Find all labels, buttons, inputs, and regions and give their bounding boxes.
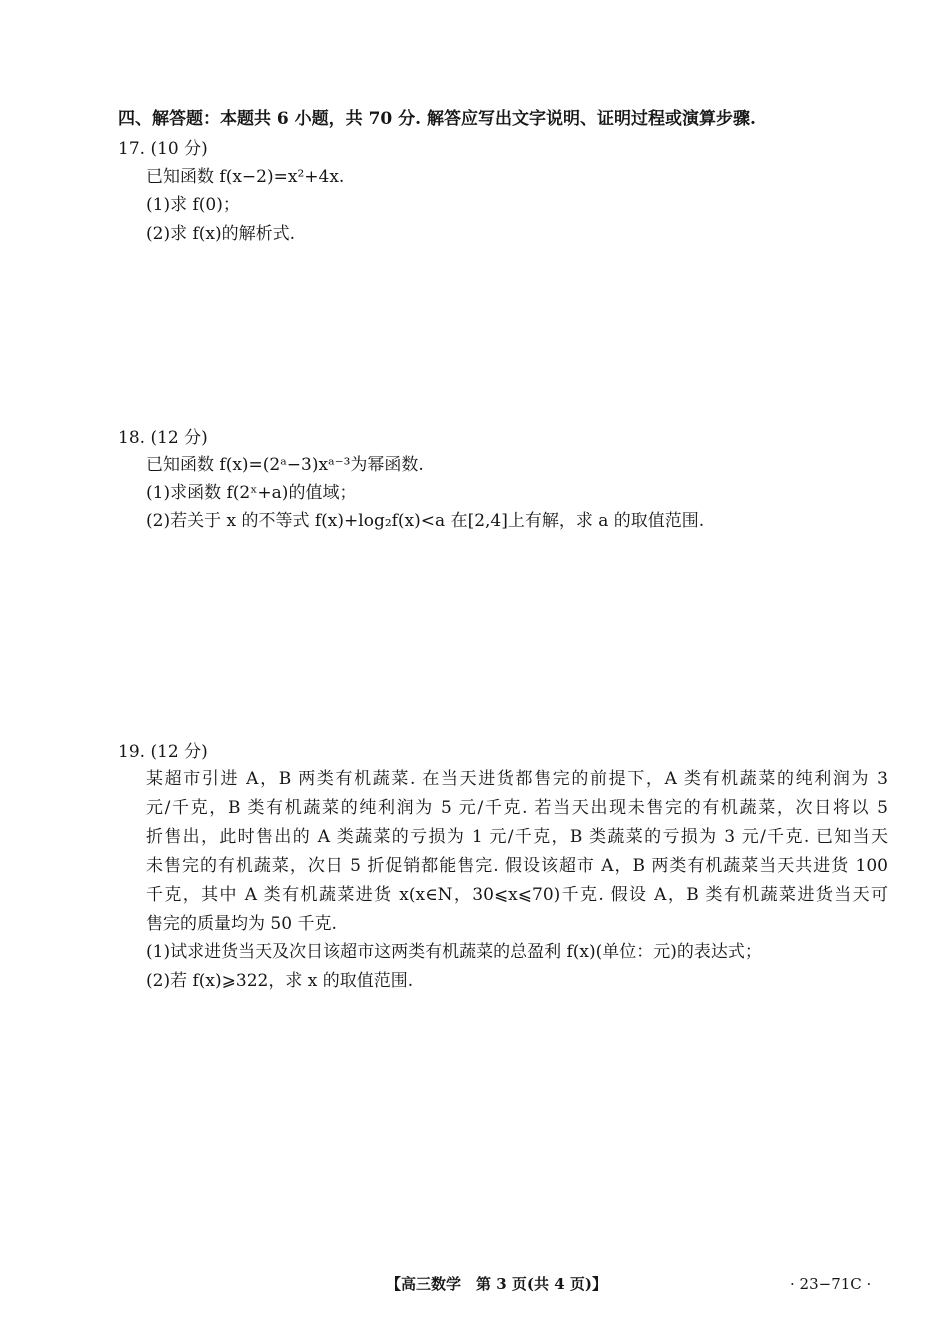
- q19-line-3: 折售出，此时售出的 A 类蔬菜的亏损为 1 元/千克，B 类蔬菜的亏损为 3 元/千克. 已知当天: [146, 827, 888, 847]
- q17-stem: 已知函数 f(x−2)=x²+4x.: [146, 167, 345, 187]
- section-heading: 四、解答题：本题共 6 小题，共 70 分. 解答应写出文字说明、证明过程或演算步骤.: [118, 109, 756, 129]
- q18-part2: (2)若关于 x 的不等式 f(x)+log₂f(x)<a 在[2,4]上有解，求 a 的取值范围.: [146, 511, 705, 531]
- q17-part2: (2)求 f(x)的解析式.: [146, 224, 296, 244]
- q19-part1: (1)试求进货当天及次日该超市这两类有机蔬菜的总盈利 f(x)(单位：元)的表达式；: [146, 942, 762, 962]
- q19-line-2: 元/千克，B 类有机蔬菜的纯利润为 5 元/千克. 若当天出现未售完的有机蔬菜，次日将以 5: [146, 798, 888, 818]
- q19-line-6: 售完的质量均为 50 千克.: [146, 914, 337, 934]
- q18-number: 18. (12 分): [118, 428, 208, 448]
- q19-line-4: 未售完的有机蔬菜，次日 5 折促销都能售完. 假设该超市 A，B 两类有机蔬菜当天共进货 100: [146, 856, 888, 876]
- footer-code: · 23−71C ·: [790, 1275, 872, 1293]
- q19-line-1: 某超市引进 A，B 两类有机蔬菜. 在当天进货都售完的前提下，A 类有机蔬菜的纯利润为 3: [146, 769, 888, 789]
- q17-part1: (1)求 f(0)；: [146, 195, 240, 215]
- q19-part2: (2)若 f(x)⩾322，求 x 的取值范围.: [146, 971, 414, 991]
- q19-number: 19. (12 分): [118, 742, 208, 762]
- q17-number: 17. (10 分): [118, 139, 208, 159]
- q19-line-5: 千克，其中 A 类有机蔬菜进货 x(x∈N，30⩽x⩽70)千克. 假设 A，B 类有机蔬菜进货当天可: [146, 885, 888, 905]
- footer-page-label: 【高三数学 第 3 页(共 4 页)】: [386, 1275, 607, 1293]
- q18-part1: (1)求函数 f(2ˣ+a)的值域；: [146, 483, 357, 503]
- q18-stem: 已知函数 f(x)=(2ᵃ−3)xᵃ⁻³为幂函数.: [146, 455, 424, 475]
